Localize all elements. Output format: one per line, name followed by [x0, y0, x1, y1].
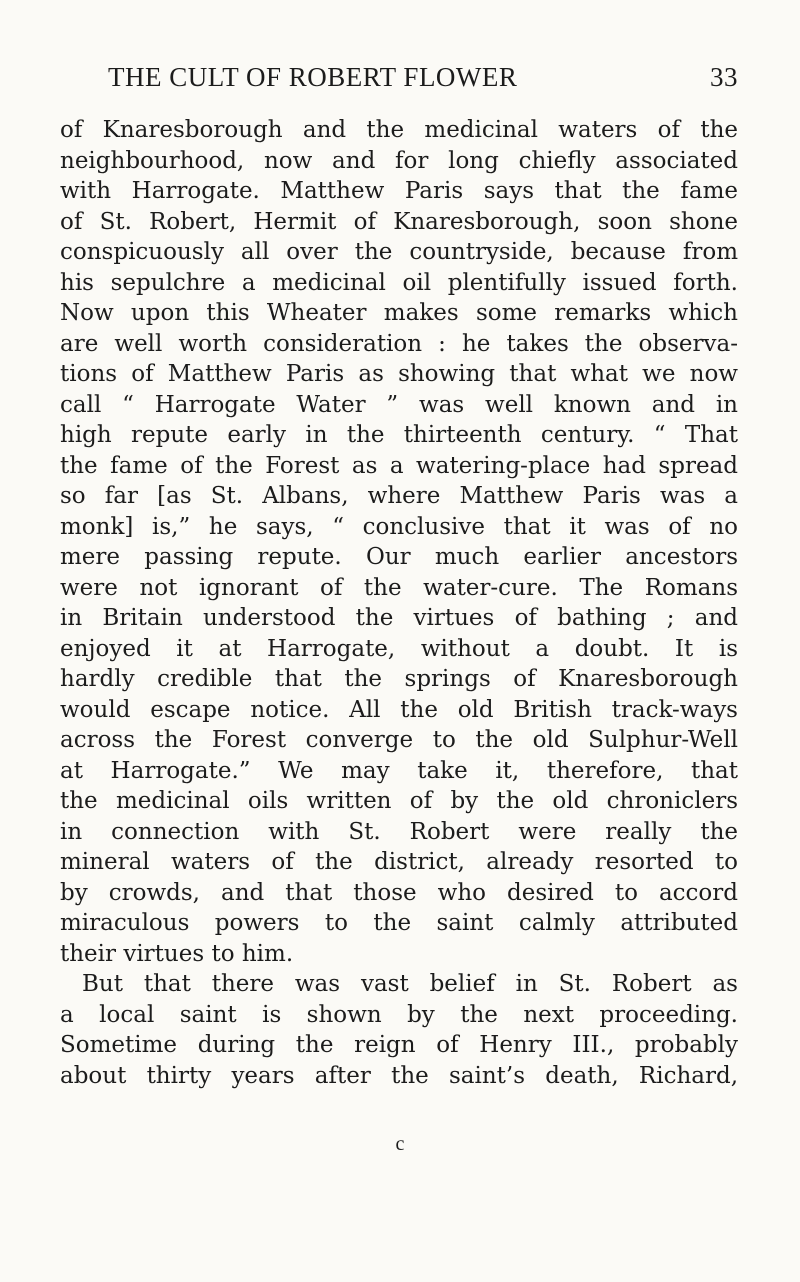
text-line: at Harrogate.” We may take it, therefore, that [60, 757, 738, 784]
running-title: THE CULT OF ROBERT FLOWER [108, 62, 518, 92]
text-line: monk] is,” he says, “ conclusive that it was of no [60, 513, 738, 540]
text-line: across the Forest converge to the old Sulphur-Well [60, 727, 738, 753]
page-number: 33 [710, 62, 738, 92]
text-line: a local saint is shown by the next proceeding. [60, 1001, 738, 1028]
body-text [60, 115, 738, 1091]
paragraph-end-line: their virtues to him. [60, 940, 294, 967]
text-line: mere passing repute. Our much earlier ancestors [60, 544, 738, 570]
text-line: conspicuously all over the countryside, because from [60, 239, 738, 265]
text-line: would escape notice. All the old British track-ways [60, 696, 738, 723]
paragraph-start-line: But that there was vast belief in St. Robert as [82, 971, 738, 997]
text-line: are well worth consideration : he takes the observa- [60, 330, 738, 357]
signature-mark: c [395, 1133, 405, 1155]
text-line: miraculous powers to the saint calmly attributed [60, 910, 738, 936]
text-line: the medicinal oils written of by the old chroniclers [60, 788, 738, 814]
text-line: tions of Matthew Paris as showing that what we now [60, 361, 738, 387]
text-line: Sometime during the reign of Henry III., probably [60, 1032, 738, 1058]
text-line: of Knaresborough and the medicinal waters of the [60, 117, 738, 143]
text-line: mineral waters of the district, already resorted to [60, 849, 738, 875]
text-line: so far [as St. Albans, where Matthew Paris was a [60, 483, 738, 509]
text-line: about thirty years after the saint’s death, Richard, [60, 1062, 738, 1089]
running-head [62, 62, 738, 102]
text-line: with Harrogate. Matthew Paris says that the fame [60, 178, 738, 204]
text-line: his sepulchre a medicinal oil plentifully issued forth. [60, 269, 738, 296]
text-line: high repute early in the thirteenth century. “ That [60, 422, 738, 448]
text-line: hardly credible that the springs of Knaresborough [60, 666, 738, 692]
text-line: neighbourhood, now and for long chiefly associated [60, 147, 738, 174]
text-line: call “ Harrogate Water ” was well known and in [60, 391, 738, 418]
text-line: Now upon this Wheater makes some remarks which [60, 300, 738, 326]
text-line: by crowds, and that those who desired to accord [60, 879, 738, 906]
text-line: in Britain understood the virtues of bathing ; and [60, 605, 738, 631]
text-line: of St. Robert, Hermit of Knaresborough, soon shone [60, 208, 738, 235]
text-line: in connection with St. Robert were really the [60, 818, 738, 845]
text-line: were not ignorant of the water-cure. The Romans [60, 574, 738, 601]
text-line: enjoyed it at Harrogate, without a doubt. It is [60, 635, 738, 662]
text-line: the fame of the Forest as a watering-place had spread [60, 452, 738, 479]
